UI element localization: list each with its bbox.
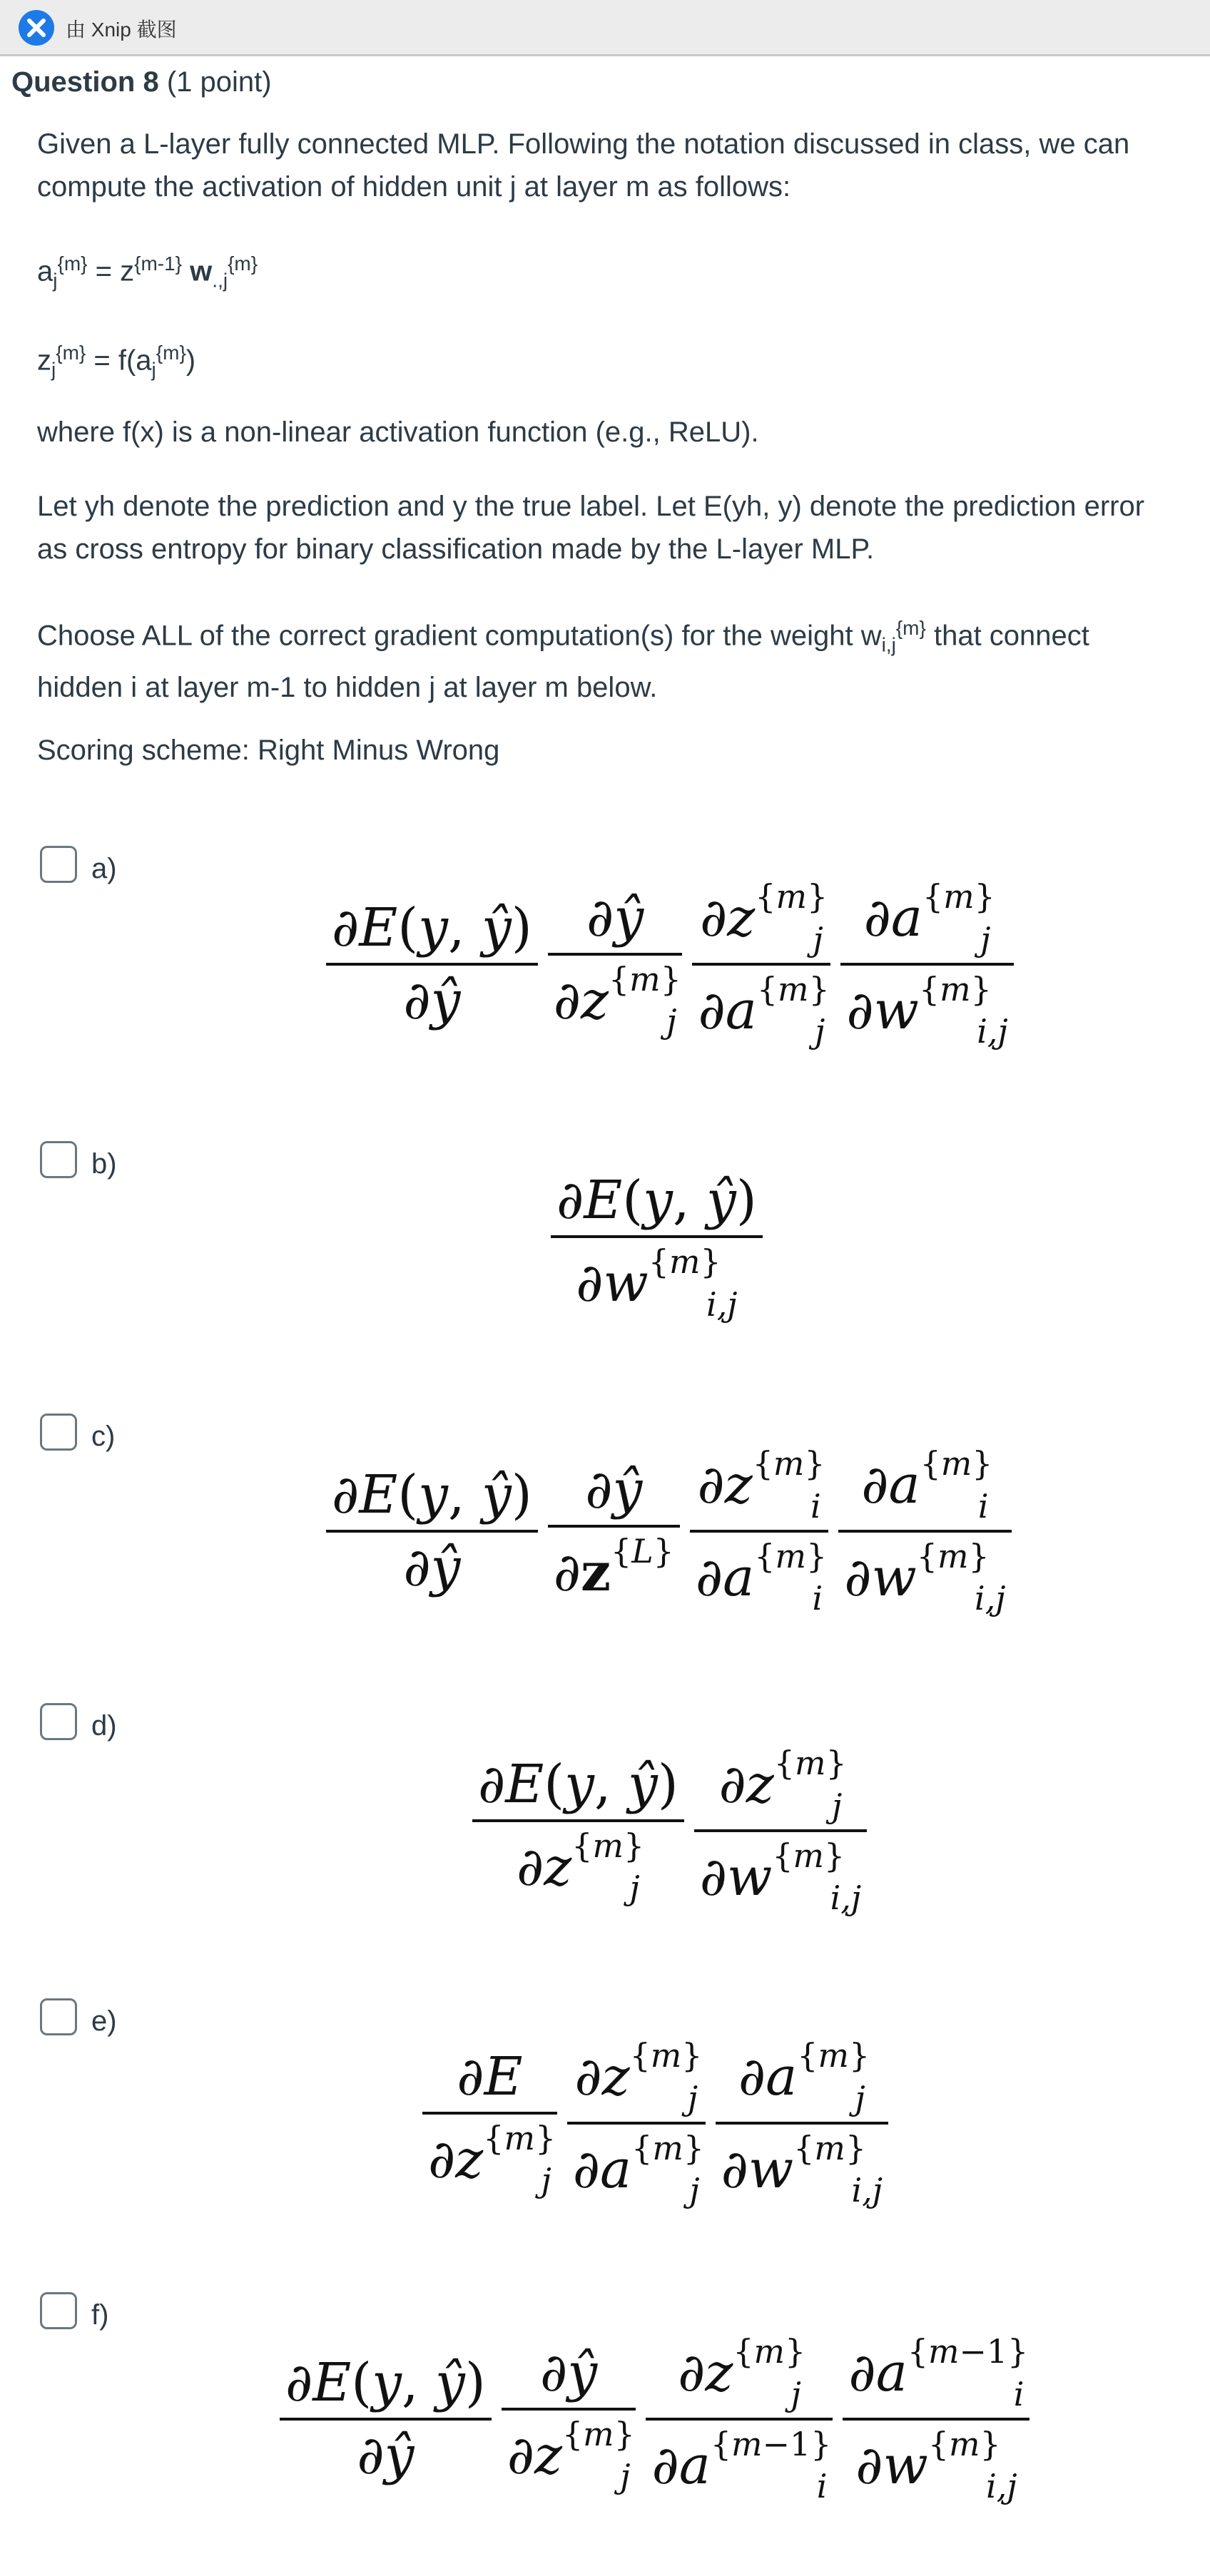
equation-output: $z_j^{\{m\}} = f(a_j^{\{m\}})$ bbox=[37, 342, 196, 381]
option-d-formula: $\frac{\partial E(y, ŷ)}{\partial z^{\{m\}}_j}$ $\frac{\partial z^{\{m\}}_j}{\partial w^{\{m\}}_{i,j}}$ bbox=[467, 1744, 872, 1917]
option-d-label: d) bbox=[91, 1710, 117, 1742]
equation-activation: $a_j^{\{m\}} = z^{\{m-1\}}$ $w_{.,j}^{\{m\}}$ bbox=[37, 252, 258, 292]
option-a-formula: $\frac{\partial E(y, ŷ)}{\partial ŷ}$ $\frac{\partial ŷ}{\partial z^{\{m\}}_j}$ $\frac{\partial z^{\{m\}}_j}{\partial a^{\{m\}}_j}$ $\frac{\partial a^{\{m\}}_j}{\partial w^{\{m\}}_{i,j}}$ bbox=[321, 877, 1019, 1051]
option-a-label: a) bbox=[91, 853, 117, 884]
scoring-note: Scoring scheme: Right Minus Wrong bbox=[37, 735, 500, 766]
question-points: (1 point) bbox=[166, 66, 272, 98]
checkbox-option-a[interactable] bbox=[40, 846, 77, 883]
option-f-label: f) bbox=[91, 2299, 109, 2331]
title-bar bbox=[0, 0, 1210, 56]
option-f-formula: $\frac{\partial E(y, ŷ)}{\partial ŷ}$ $\frac{\partial ŷ}{\partial z^{\{m\}}_j}$ $\frac{\partial z^{\{m\}}_j}{\partial a^{\{m-1\}}_i}$ $\frac{\partial a^{\{m-1\}}_i}{\partial w^{\{m\}}_{i,j}}$ bbox=[275, 2332, 1034, 2505]
question-intro: Given a L-layer fully connected MLP. Following the notation discussed in class, we can compute the activation of hidden unit j at layer m as follows: bbox=[37, 128, 1130, 203]
option-b-label: b) bbox=[91, 1148, 117, 1180]
option-b-formula: $\frac{\partial E(y, ŷ)}{\partial w^{\{m\}}_{i,j}}$ bbox=[546, 1170, 768, 1324]
xnip-logo-icon bbox=[19, 10, 54, 46]
app-title: 由 Xnip 截图 bbox=[66, 19, 177, 41]
option-c-formula: $\frac{\partial E(y, ŷ)}{\partial ŷ}$ $\frac{\partial ŷ}{\partial z^{\{L\}}}$ $\frac{\partial z^{\{m\}}_i}{\partial a^{\{m\}}_i}$ $\frac{\partial a^{\{m\}}_i}{\partial w^{\{m\}}_{i,j}}$ bbox=[321, 1444, 1017, 1617]
option-e-formula: $\frac{\partial E}{\partial z^{\{m\}}_j}$ $\frac{\partial z^{\{m\}}_j}{\partial a^{\{m\}}_j}$ $\frac{\partial a^{\{m\}}_j}{\partial w^{\{m\}}_{i,j}}$ bbox=[417, 2036, 893, 2209]
instruction-text: Choose ALL of the correct gradient computation(s) for the weight $w_{i,j}^{\{m\}}$ that connect hidden i at layer m-1 to hidden j at layer m below. bbox=[37, 617, 1089, 704]
checkbox-option-f[interactable] bbox=[40, 2292, 77, 2329]
checkbox-option-d[interactable] bbox=[40, 1703, 77, 1740]
checkbox-option-c[interactable] bbox=[40, 1414, 77, 1451]
checkbox-option-e[interactable] bbox=[40, 1998, 77, 2035]
option-c-label: c) bbox=[91, 1421, 116, 1452]
error-note: Let yh denote the prediction and y the true label. Let E(yh, y) denote the prediction error as cross entropy for binary classification made by the L-layer MLP. bbox=[37, 491, 1145, 565]
question-header bbox=[11, 66, 272, 98]
checkbox-option-b[interactable] bbox=[40, 1141, 77, 1178]
question-number: Question 8 bbox=[11, 66, 159, 98]
activation-note: where f(x) is a non-linear activation function (e.g., ReLU). bbox=[37, 416, 759, 448]
option-e-label: e) bbox=[91, 2005, 117, 2037]
